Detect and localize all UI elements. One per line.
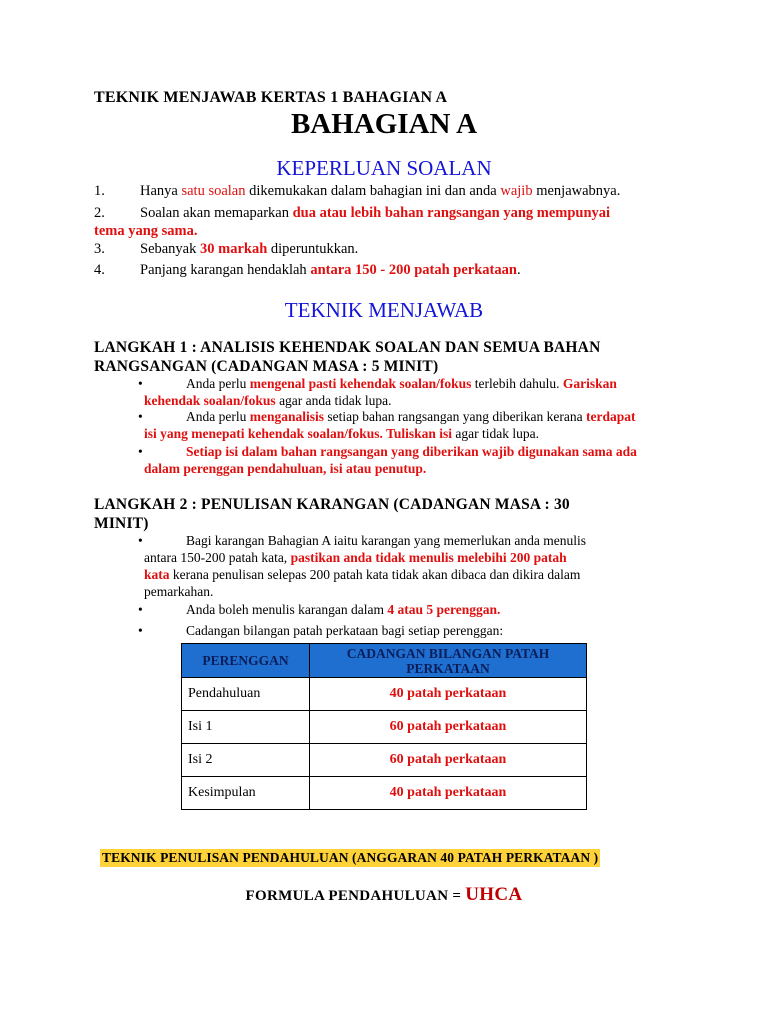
step-2-bullet-3: • Cadangan bilangan patah perkataan bagi setiap perenggan:	[138, 623, 504, 638]
table-cell: Isi 2	[182, 744, 310, 777]
numbered-item-2: 2. Soalan akan memaparkan dua atau lebih bahan rangsangan yang mempunyai tema yang sama.	[94, 205, 611, 239]
numbered-item-4: 4. Panjang karangan hendaklah antara 150 - 200 patah perkataan.	[94, 262, 521, 278]
table-cell: 60 patah perkataan	[310, 744, 587, 777]
word-count-table	[181, 643, 587, 810]
formula-line: FORMULA PENDAHULUAN = UHCA	[245, 884, 523, 905]
table-row	[182, 678, 587, 711]
table-header-cell: PERENGGAN	[182, 644, 310, 678]
step-2-heading: LANGKAH 2 : PENULISAN KARANGAN (CADANGAN MASA : 30 MINIT)	[94, 496, 570, 532]
step-1-bullet-1: • Anda perlu mengenal pasti kehendak soalan/fokus terlebih dahulu. Gariskan kehendak soalan/fokus agar anda tidak lupa.	[138, 376, 617, 408]
numbered-item-1: 1. Hanya satu soalan dikemukakan dalam bahagian ini dan anda wajib menjawabnya.	[94, 183, 621, 199]
step-2-bullet-1: • Bagi karangan Bahagian A iaitu karangan yang memerlukan anda menulis antara 150-200 patah kata, pastikan anda tidak menulis melebihi 200 patah kata kerana penulisan selepas 200 patah kata tidak akan dibaca dan dikira dalam pemarkahan.	[138, 533, 586, 599]
step-1-heading: LANGKAH 1 : ANALISIS KEHENDAK SOALAN DAN SEMUA BAHAN RANGSANGAN (CADANGAN MASA : 5 MINIT)	[94, 339, 601, 375]
bullet-dot: •	[138, 444, 143, 459]
bullet-dot: •	[138, 376, 143, 391]
table-header-cell: CADANGAN BILANGAN PATAH PERKATAAN	[310, 644, 587, 678]
table-cell: 40 patah perkataan	[310, 678, 587, 711]
section-title-teknik: TEKNIK MENJAWAB	[284, 298, 484, 322]
document-header: TEKNIK MENJAWAB KERTAS 1 BAHAGIAN A	[94, 89, 448, 106]
main-title: BAHAGIAN A	[290, 108, 478, 140]
table-cell: Pendahuluan	[182, 678, 310, 711]
section-title-keperluan: KEPERLUAN SOALAN	[276, 156, 492, 180]
step-1-bullet-3: • Setiap isi dalam bahan rangsangan yang diberikan wajib digunakan sama ada dalam perenggan pendahuluan, isi atau penutup.	[138, 444, 637, 476]
bullet-dot: •	[138, 533, 143, 548]
table-row	[182, 744, 587, 777]
step-1-bullet-2: • Anda perlu menganalisis setiap bahan rangsangan yang diberikan kerana terdapat isi yang menepati kehendak soalan/fokus. Tuliskan isi agar tidak lupa.	[138, 409, 636, 441]
bullet-dot: •	[138, 409, 143, 424]
step-2-bullet-2: • Anda boleh menulis karangan dalam 4 atau 5 perenggan.	[138, 602, 501, 617]
table-cell: 40 patah perkataan	[310, 777, 587, 810]
numbered-item-3: 3. Sebanyak 30 markah diperuntukkan.	[94, 241, 359, 257]
table-cell: Isi 1	[182, 711, 310, 744]
highlighted-heading: TEKNIK PENULISAN PENDAHULUAN (ANGGARAN 40 PATAH PERKATAAN )	[102, 850, 599, 865]
table-row	[182, 711, 587, 744]
bullet-dot: •	[138, 623, 143, 638]
table-cell: 60 patah perkataan	[310, 711, 587, 744]
table-header-row	[182, 644, 587, 678]
table-row	[182, 777, 587, 810]
table-cell: Kesimpulan	[182, 777, 310, 810]
bullet-dot: •	[138, 602, 143, 617]
formula-value: UHCA	[465, 884, 523, 905]
